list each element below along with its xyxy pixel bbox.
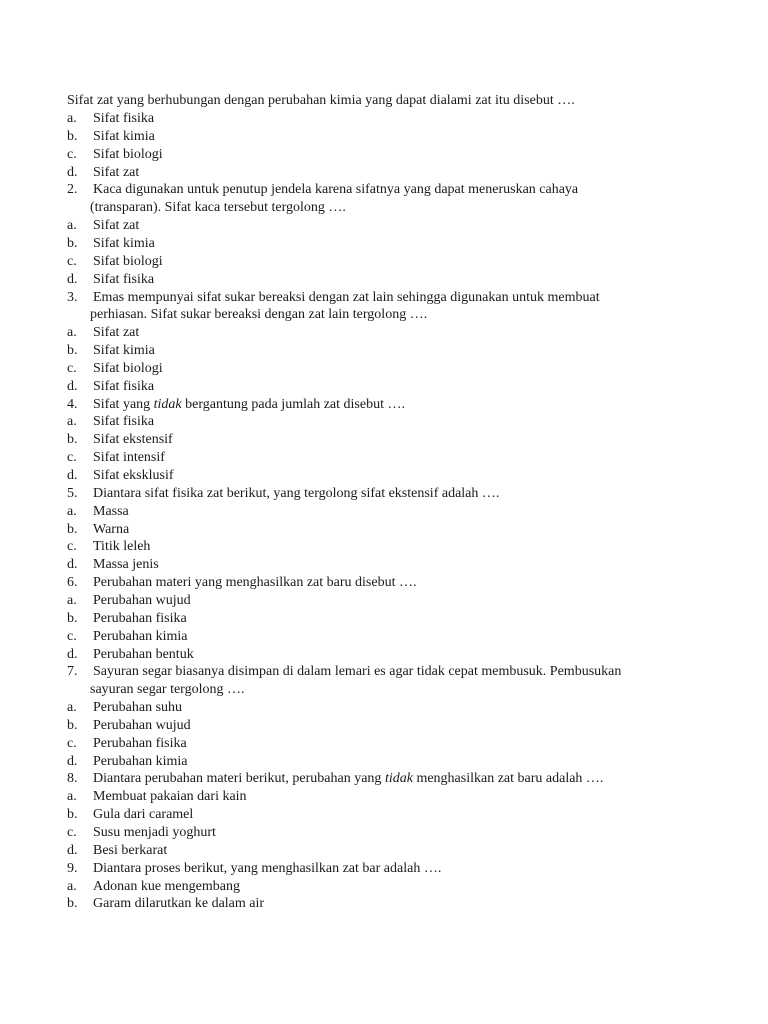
question-continuation [67,681,737,699]
option-line [67,503,737,521]
question-continuation [67,306,737,324]
option-line [67,592,737,610]
option-text: Susu menjadi yoghurt [93,825,216,840]
option-letter: a. [67,700,77,715]
option-text: Perubahan fisika [93,611,187,626]
option-letter: b. [67,896,78,911]
emphasis-text: tidak [384,771,413,786]
option-text: Sifat intensif [93,450,165,465]
question-line [67,289,737,307]
option-letter: a. [67,593,77,608]
option-line [67,378,737,396]
option-text: Adonan kue mengembang [93,879,240,894]
option-text: Sifat eksklusif [93,468,174,483]
question-line [67,485,737,503]
option-line [67,842,737,860]
option-line [67,413,737,431]
option-letter: a. [67,218,77,233]
option-letter: d. [67,754,78,769]
option-text: Perubahan kimia [93,754,188,769]
option-text: Sifat fisika [93,272,155,287]
question-line [67,663,737,681]
continuation-text: perhiasan. Sifat sukar bereaksi dengan zat lain tergolong …. [90,307,428,322]
question-text [93,396,405,414]
option-text: Sifat zat [93,218,140,233]
option-text: Perubahan fisika [93,736,187,751]
option-text: Besi berkarat [93,843,168,858]
option-line [67,253,737,271]
option-line [67,110,737,128]
option-text: Sifat biologi [93,361,163,376]
question-line [67,396,737,414]
option-line [67,467,737,485]
option-letter: a. [67,504,77,519]
option-letter: a. [67,879,77,894]
option-letter: a. [67,789,77,804]
question-text: Perubahan materi yang menghasilkan zat baru disebut …. [93,575,417,590]
option-letter: b. [67,522,78,537]
option-line [67,146,737,164]
option-text: Sifat kimia [93,129,155,144]
option-line [67,431,737,449]
option-line [67,217,737,235]
option-line [67,235,737,253]
option-line [67,753,737,771]
option-text: Perubahan wujud [93,718,191,733]
question-number: 4. [67,397,78,412]
option-text: Perubahan suhu [93,700,183,715]
option-text: Warna [93,522,130,537]
option-text: Perubahan wujud [93,593,191,608]
option-line [67,538,737,556]
option-line [67,164,737,182]
option-line [67,788,737,806]
option-letter: c. [67,361,77,376]
option-line [67,556,737,574]
option-letter: b. [67,343,78,358]
option-text: Gula dari caramel [93,807,194,822]
question-text: Kaca digunakan untuk penutup jendela karena sifatnya yang dapat meneruskan cahaya [93,182,579,197]
question-text: Emas mempunyai sifat sukar bereaksi dengan zat lain sehingga digunakan untuk membuat [93,290,600,305]
text-segment: Sifat yang [93,397,154,412]
question-text: Diantara sifat fisika zat berikut, yang tergolong sifat ekstensif adalah …. [93,486,500,501]
text-segment: menghasilkan zat baru adalah …. [412,771,604,786]
option-text: Sifat ekstensif [93,432,173,447]
option-text: Sifat fisika [93,111,155,126]
option-text: Perubahan kimia [93,629,188,644]
text-segment: bergantung pada jumlah zat disebut …. [181,397,405,412]
question-line [67,574,737,592]
option-letter: d. [67,379,78,394]
option-letter: c. [67,254,77,269]
option-line [67,717,737,735]
option-letter: c. [67,629,77,644]
question-number: 3. [67,290,78,305]
option-letter: b. [67,432,78,447]
option-text: Sifat zat [93,325,140,340]
option-line [67,271,737,289]
option-letter: d. [67,165,78,180]
option-line [67,699,737,717]
continuation-text: (transparan). Sifat kaca tersebut tergolong …. [90,200,346,215]
option-line [67,806,737,824]
option-line [67,878,737,896]
question-1-text [67,92,737,110]
option-letter: d. [67,272,78,287]
option-line [67,342,737,360]
option-letter: c. [67,736,77,751]
question-number: 6. [67,575,78,590]
option-line [67,449,737,467]
continuation-text: sayuran segar tergolong …. [90,682,245,697]
option-line [67,646,737,664]
question-number: 2. [67,182,78,197]
option-text: Sifat biologi [93,254,163,269]
option-text: Sifat zat [93,165,140,180]
option-line [67,521,737,539]
option-letter: d. [67,647,78,662]
option-text: Titik leleh [93,539,151,554]
option-letter: c. [67,825,77,840]
option-text: Perubahan bentuk [93,647,194,662]
text-segment: Diantara perubahan materi berikut, perubahan yang [93,771,385,786]
option-text: Sifat fisika [93,379,155,394]
question-number: 7. [67,664,78,679]
option-text: Membuat pakaian dari kain [93,789,247,804]
option-line [67,628,737,646]
option-text: Massa [93,504,129,519]
option-line [67,735,737,753]
question-line [67,860,737,878]
option-letter: b. [67,611,78,626]
emphasis-text: tidak [153,397,182,412]
option-letter: b. [67,129,78,144]
question-text [93,770,603,788]
option-letter: d. [67,557,78,572]
option-line [67,128,737,146]
option-line [67,895,737,913]
option-line [67,610,737,628]
question-text: Diantara proses berikut, yang menghasilkan zat bar adalah …. [93,861,442,876]
option-letter: a. [67,414,77,429]
option-letter: c. [67,539,77,554]
question-number: 9. [67,861,78,876]
option-text: Sifat fisika [93,414,155,429]
option-line [67,324,737,342]
option-letter: a. [67,111,77,126]
question-number: 5. [67,486,78,501]
option-letter: b. [67,807,78,822]
intro-text: Sifat zat yang berhubungan dengan perubahan kimia yang dapat dialami zat itu disebut …. [67,93,575,108]
question-continuation [67,199,737,217]
option-letter: d. [67,468,78,483]
option-letter: c. [67,450,77,465]
option-line [67,360,737,378]
option-text: Sifat biologi [93,147,163,162]
option-text: Massa jenis [93,557,159,572]
option-letter: c. [67,147,77,162]
option-letter: b. [67,236,78,251]
option-letter: a. [67,325,77,340]
question-number: 8. [67,771,78,786]
option-letter: d. [67,843,78,858]
question-text: Sayuran segar biasanya disimpan di dalam lemari es agar tidak cepat membusuk. Pembusukan [93,664,622,679]
question-line [67,770,737,788]
option-text: Garam dilarutkan ke dalam air [93,896,265,911]
option-letter: b. [67,718,78,733]
question-line [67,181,737,199]
option-text: Sifat kimia [93,236,155,251]
option-line [67,824,737,842]
option-text: Sifat kimia [93,343,155,358]
